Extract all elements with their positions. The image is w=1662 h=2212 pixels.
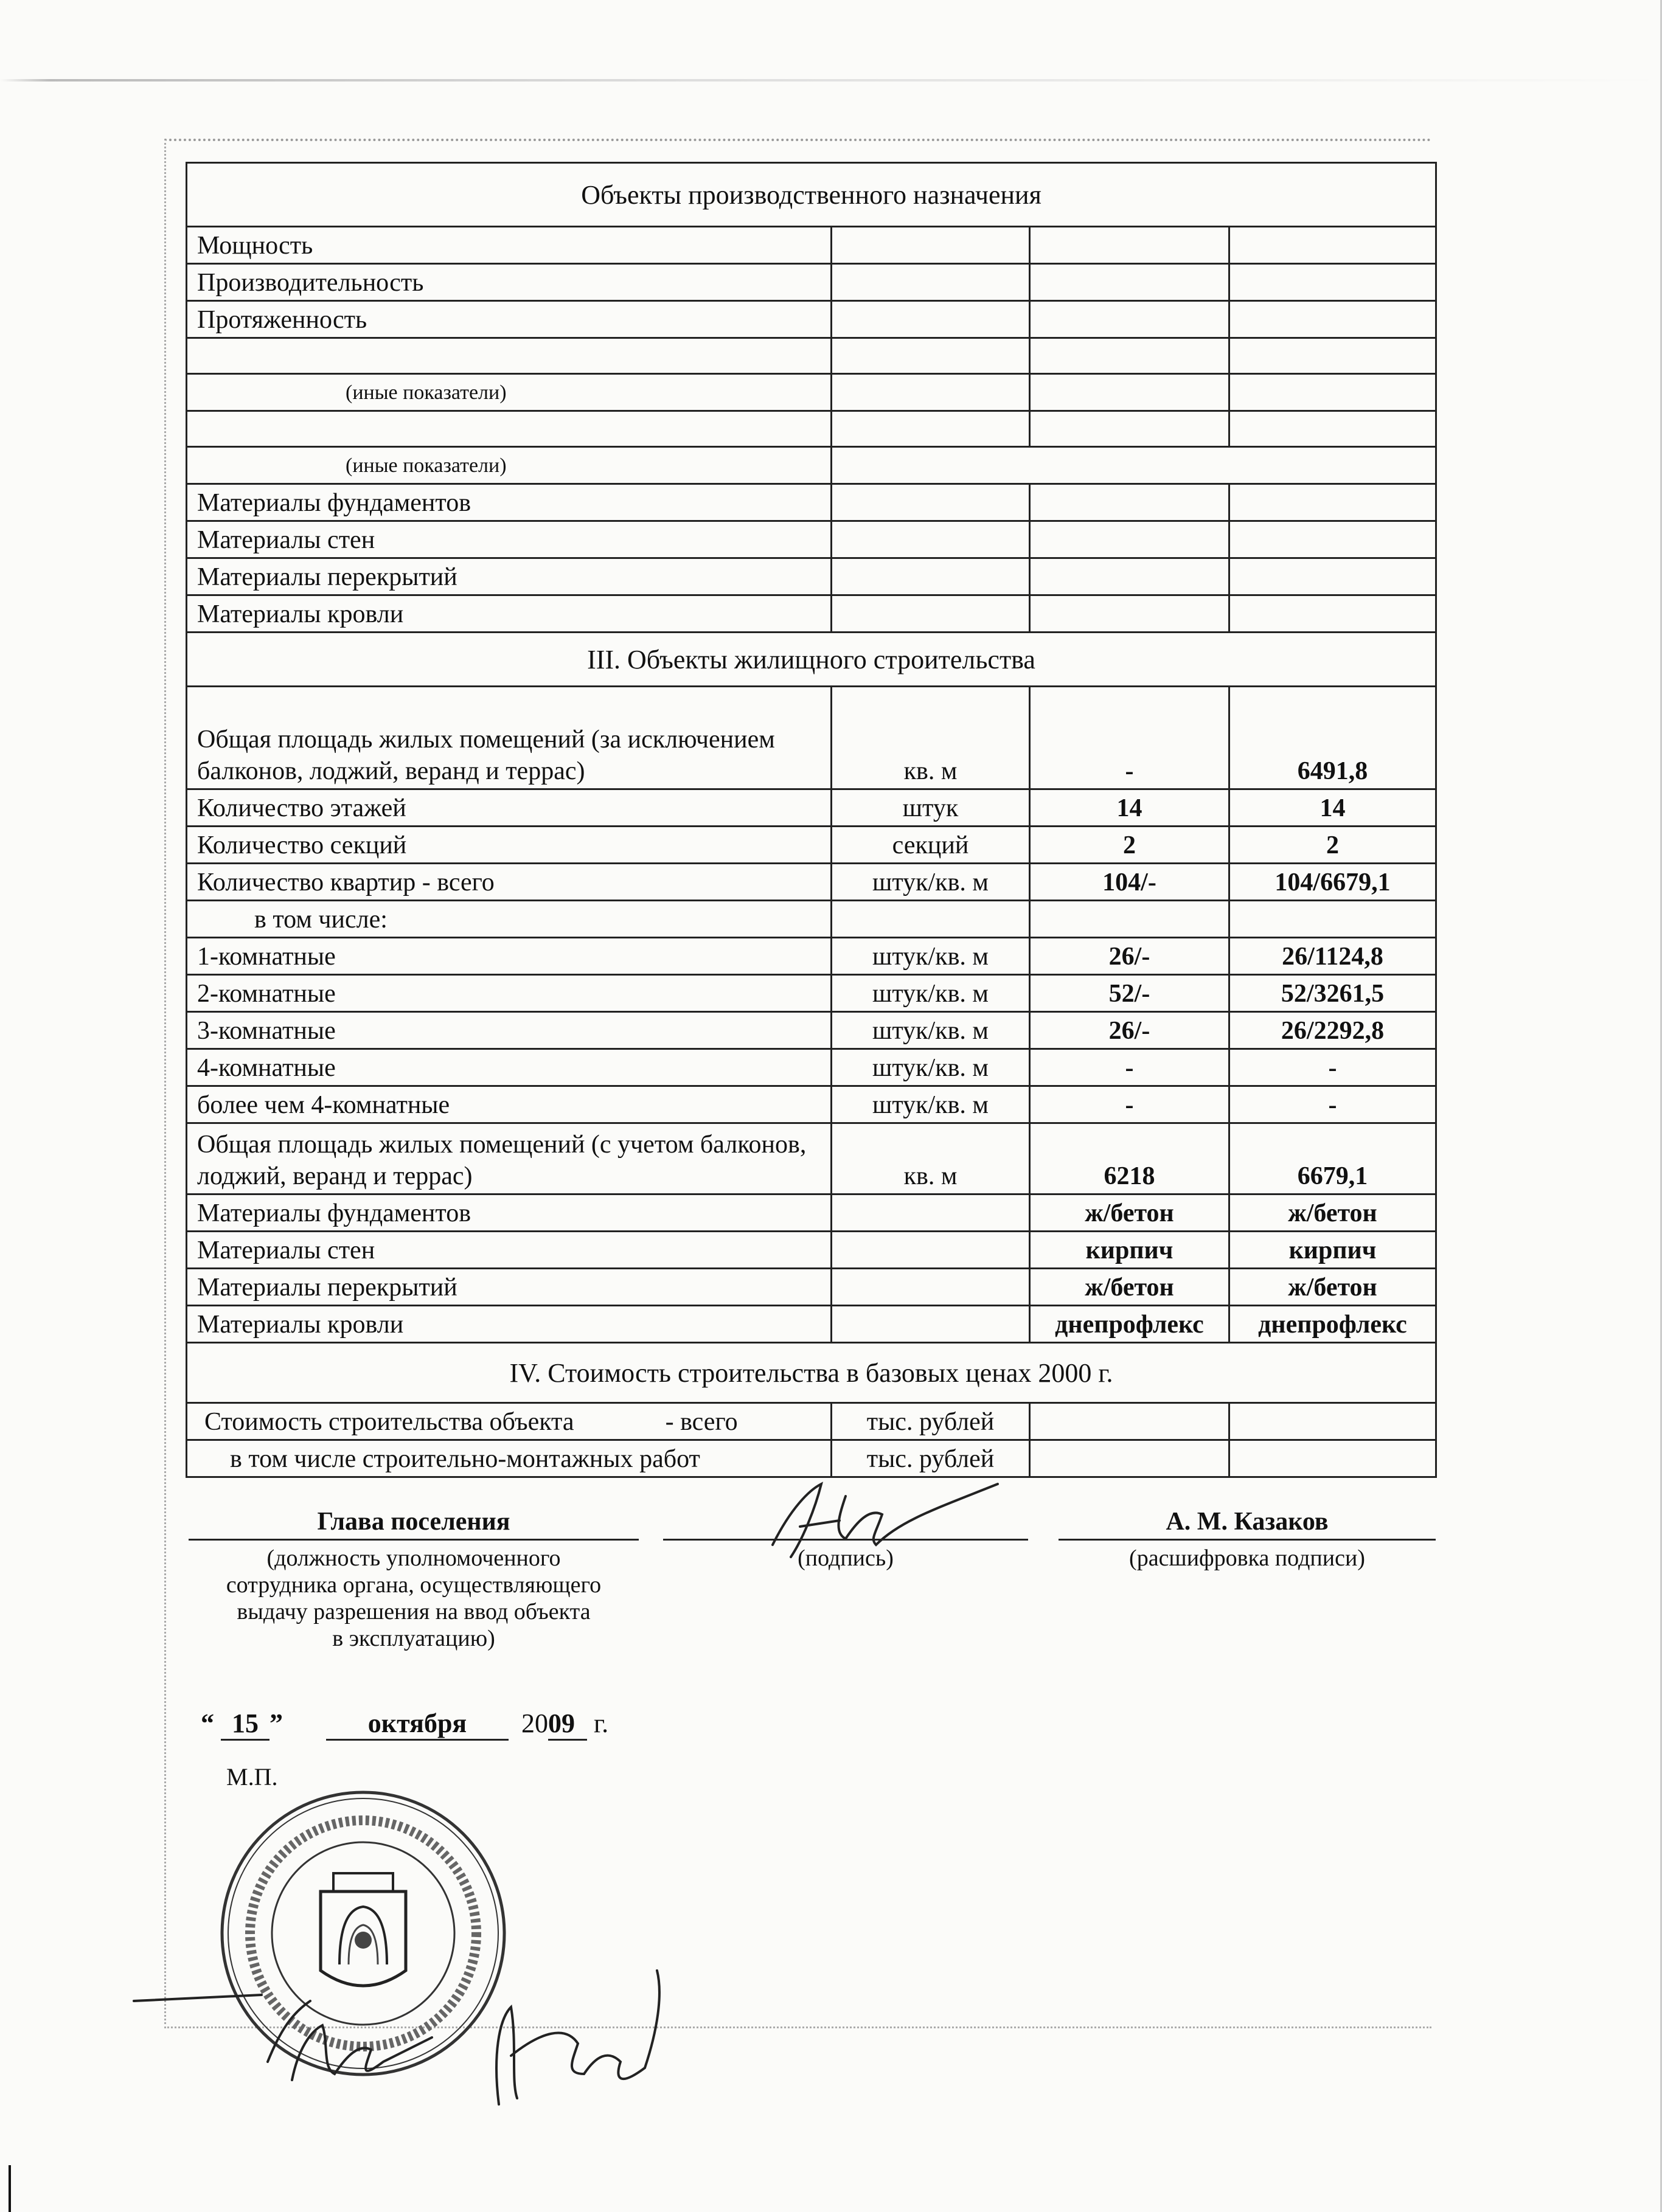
signatory-position: Глава поселения bbox=[317, 1508, 510, 1536]
row-plan: - bbox=[1030, 1049, 1229, 1086]
row-fact: - bbox=[1229, 1086, 1436, 1123]
handwritten-mark-icon bbox=[475, 1958, 694, 2117]
signature-caption: (подпись) bbox=[798, 1545, 894, 1571]
row-label: Количество этажей bbox=[187, 789, 832, 827]
row-plan: 26/- bbox=[1030, 1012, 1229, 1049]
table-row bbox=[187, 1232, 1436, 1269]
row-unit: секций bbox=[832, 827, 1030, 864]
table-row bbox=[187, 864, 1436, 901]
section-row-production bbox=[187, 163, 1436, 227]
table-row bbox=[187, 264, 1436, 301]
date-year-suffix: 09 bbox=[548, 1708, 587, 1741]
section-title-production: Объекты производственного назначения bbox=[187, 163, 1436, 227]
row-unit: штук/кв. м bbox=[832, 975, 1030, 1012]
table-row bbox=[187, 595, 1436, 633]
row-label: Материалы фундаментов bbox=[187, 484, 832, 521]
row-fact bbox=[1229, 901, 1436, 938]
table-row bbox=[187, 521, 1436, 558]
row-label: 4-комнатные bbox=[187, 1049, 832, 1086]
name-caption: (расшифровка подписи) bbox=[1129, 1545, 1365, 1571]
row-label: в том числе: bbox=[187, 901, 832, 938]
table-row bbox=[187, 227, 1436, 264]
row-label: в том числе строительно-монтажных работ bbox=[187, 1440, 832, 1477]
row-unit bbox=[832, 1306, 1030, 1343]
row-plan: 2 bbox=[1030, 827, 1229, 864]
signatory-name: А. М. Казаков bbox=[1166, 1508, 1329, 1536]
row-unit: штук/кв. м bbox=[832, 1012, 1030, 1049]
row-plan: ж/бетон bbox=[1030, 1269, 1229, 1306]
row-unit bbox=[832, 901, 1030, 938]
row-fact: ж/бетон bbox=[1229, 1269, 1436, 1306]
signature-handwritten-icon bbox=[754, 1472, 1010, 1569]
table-row bbox=[187, 558, 1436, 595]
table-row bbox=[187, 938, 1436, 975]
row-unit: кв. м bbox=[832, 1123, 1030, 1194]
row-plan: - bbox=[1030, 1086, 1229, 1123]
table-row bbox=[187, 338, 1436, 374]
scan-edge-left bbox=[9, 2165, 11, 2212]
indicators-table bbox=[186, 162, 1437, 1478]
row-label: Производительность bbox=[187, 264, 832, 301]
signatory-name-block bbox=[1059, 1508, 1436, 1535]
row-unit: штук/кв. м bbox=[832, 938, 1030, 975]
row-label: 2-комнатные bbox=[187, 975, 832, 1012]
row-fact: 6491,8 bbox=[1229, 687, 1436, 789]
row-unit: штук/кв. м bbox=[832, 1086, 1030, 1123]
row-label: 1-комнатные bbox=[187, 938, 832, 975]
table-row bbox=[187, 1086, 1436, 1123]
row-fact: ж/бетон bbox=[1229, 1194, 1436, 1232]
caption-line: сотрудника органа, осуществляющего bbox=[226, 1572, 602, 1598]
row-fact: 26/1124,8 bbox=[1229, 938, 1436, 975]
row-fact: 6679,1 bbox=[1229, 1123, 1436, 1194]
row-fact: 14 bbox=[1229, 789, 1436, 827]
row-label bbox=[187, 1403, 832, 1440]
table-row bbox=[187, 789, 1436, 827]
table-row bbox=[187, 1194, 1436, 1232]
row-plan: днепрофлекс bbox=[1030, 1306, 1229, 1343]
row-label: Количество квартир - всего bbox=[187, 864, 832, 901]
table-row bbox=[187, 484, 1436, 521]
row-fact: кирпич bbox=[1229, 1232, 1436, 1269]
issue-date bbox=[201, 1708, 608, 1741]
cost-label: Стоимость строительства объекта bbox=[204, 1408, 574, 1436]
table-row bbox=[187, 1123, 1436, 1194]
scan-edge-top bbox=[0, 79, 1662, 81]
signatory-position-block bbox=[189, 1508, 639, 1535]
row-plan: ж/бетон bbox=[1030, 1194, 1229, 1232]
row-label: 3-комнатные bbox=[187, 1012, 832, 1049]
row-label: более чем 4-комнатные bbox=[187, 1086, 832, 1123]
table-row bbox=[187, 1012, 1436, 1049]
table-row bbox=[187, 827, 1436, 864]
row-plan: 104/- bbox=[1030, 864, 1229, 901]
row-label: Мощность bbox=[187, 227, 832, 264]
date-close-quote: ” bbox=[269, 1708, 283, 1738]
row-fact: 104/6679,1 bbox=[1229, 864, 1436, 901]
row-fact: - bbox=[1229, 1049, 1436, 1086]
section-row-housing bbox=[187, 633, 1436, 687]
date-day: 15 bbox=[221, 1708, 269, 1741]
row-label: Материалы перекрытий bbox=[187, 1269, 832, 1306]
row-plan bbox=[1030, 901, 1229, 938]
section-title-housing: III. Объекты жилищного строительства bbox=[187, 633, 1436, 687]
date-open-quote: “ bbox=[201, 1708, 214, 1738]
table-row bbox=[187, 975, 1436, 1012]
row-fact: 2 bbox=[1229, 827, 1436, 864]
caption-line: в эксплуатацию) bbox=[332, 1626, 495, 1651]
cost-label-suffix: - всего bbox=[665, 1408, 738, 1436]
row-plan: 6218 bbox=[1030, 1123, 1229, 1194]
date-year-prefix: 20 bbox=[521, 1708, 548, 1738]
row-label: Протяженность bbox=[187, 301, 832, 338]
row-fact: 26/2292,8 bbox=[1229, 1012, 1436, 1049]
row-label: (иные показатели) bbox=[187, 374, 832, 411]
row-unit: кв. м bbox=[832, 687, 1030, 789]
table-row bbox=[187, 1403, 1436, 1440]
row-unit: штук bbox=[832, 789, 1030, 827]
table-row bbox=[187, 374, 1436, 411]
row-label: Материалы фундаментов bbox=[187, 1194, 832, 1232]
row-unit: штук/кв. м bbox=[832, 864, 1030, 901]
row-plan: - bbox=[1030, 687, 1229, 789]
row-unit bbox=[832, 1232, 1030, 1269]
position-caption bbox=[189, 1545, 639, 1652]
row-label: Материалы стен bbox=[187, 1232, 832, 1269]
date-month: октября bbox=[326, 1708, 509, 1741]
table-row bbox=[187, 687, 1436, 789]
position-line bbox=[189, 1539, 639, 1541]
row-plan: 26/- bbox=[1030, 938, 1229, 975]
row-label: Материалы кровли bbox=[187, 595, 832, 633]
row-unit: штук/кв. м bbox=[832, 1049, 1030, 1086]
row-label: (иные показатели) bbox=[187, 447, 832, 484]
row-plan: 52/- bbox=[1030, 975, 1229, 1012]
caption-line: (должность уполномоченного bbox=[266, 1545, 561, 1571]
row-fact: днепрофлекс bbox=[1229, 1306, 1436, 1343]
row-fact: 52/3261,5 bbox=[1229, 975, 1436, 1012]
table-row bbox=[187, 447, 1436, 484]
row-plan: кирпич bbox=[1030, 1232, 1229, 1269]
date-year-mark: г. bbox=[594, 1708, 609, 1738]
table-row bbox=[187, 411, 1436, 447]
section-row-cost bbox=[187, 1343, 1436, 1403]
caption-line: выдачу разрешения на ввод объекта bbox=[237, 1599, 591, 1624]
row-label: Общая площадь жилых помещений (за исключением балконов, лоджий, веранд и террас) bbox=[187, 687, 832, 789]
section-title-cost: IV. Стоимость строительства в базовых ценах 2000 г. bbox=[187, 1343, 1436, 1403]
row-unit bbox=[832, 1269, 1030, 1306]
row-label: Количество секций bbox=[187, 827, 832, 864]
row-label: Материалы перекрытий bbox=[187, 558, 832, 595]
row-unit: тыс. рублей bbox=[832, 1403, 1030, 1440]
name-line bbox=[1059, 1539, 1436, 1541]
table-row bbox=[187, 301, 1436, 338]
seal-mark: М.П. bbox=[226, 1763, 278, 1791]
row-label: Общая площадь жилых помещений (с учетом балконов, лоджий, веранд и террас) bbox=[187, 1123, 832, 1194]
row-unit bbox=[832, 1194, 1030, 1232]
handwritten-mark-icon bbox=[128, 1977, 444, 2117]
table-row bbox=[187, 1049, 1436, 1086]
row-label: Материалы стен bbox=[187, 521, 832, 558]
table-row bbox=[187, 1269, 1436, 1306]
row-label: Материалы кровли bbox=[187, 1306, 832, 1343]
row-unit: тыс. рублей bbox=[832, 1440, 1030, 1477]
table-row bbox=[187, 1306, 1436, 1343]
row-plan: 14 bbox=[1030, 789, 1229, 827]
table-row bbox=[187, 901, 1436, 938]
